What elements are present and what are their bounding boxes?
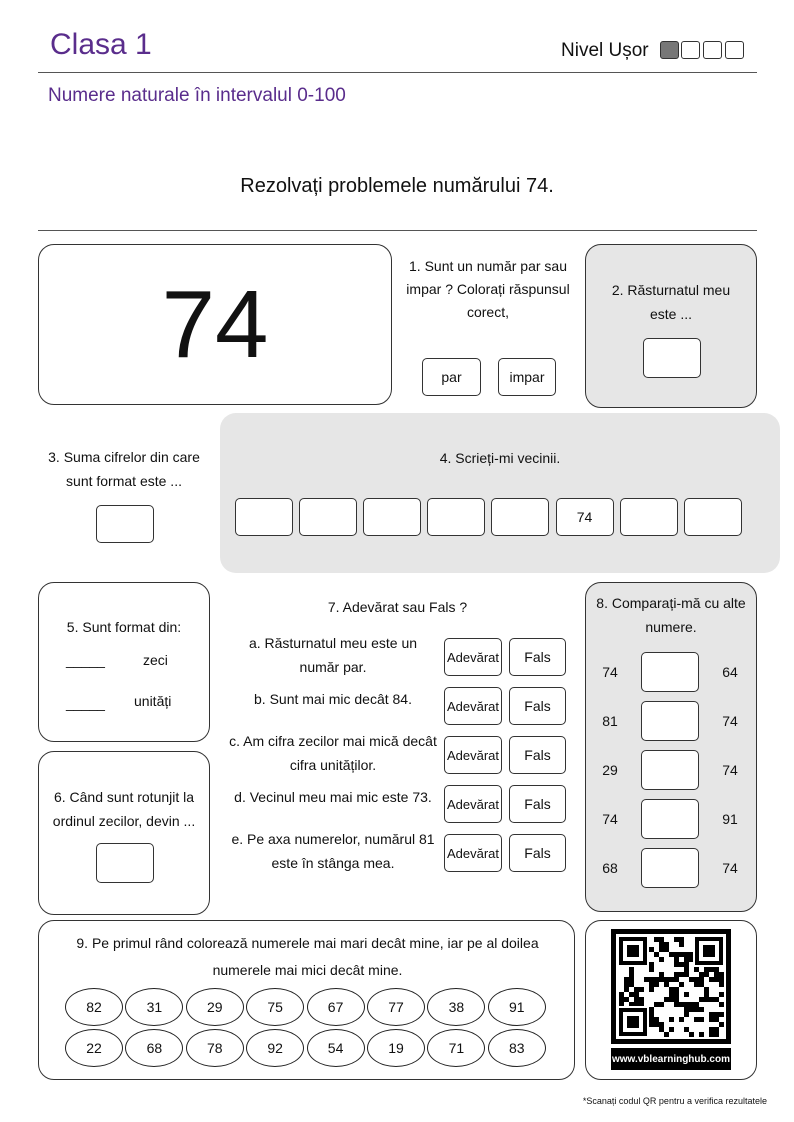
number-display: 74 — [38, 244, 392, 405]
false-button[interactable]: Fals — [509, 687, 566, 725]
q1-text: 1. Sunt un număr par sau impar ? Colorați răspunsul corect, — [406, 258, 570, 320]
compare-left-number: 81 — [602, 713, 618, 729]
true-button[interactable]: Adevărat — [444, 638, 502, 676]
number-oval[interactable]: 68 — [125, 1029, 183, 1067]
neighbor-cell[interactable] — [620, 498, 678, 536]
number-oval[interactable]: 31 — [125, 988, 183, 1026]
number-oval[interactable]: 19 — [367, 1029, 425, 1067]
q2-answer-box[interactable] — [643, 338, 701, 378]
q5-label-tens: zeci — [143, 652, 168, 668]
q7-title: 7. Adevărat sau Fals ? — [327, 599, 468, 615]
neighbor-cell[interactable] — [363, 498, 421, 536]
true-button[interactable]: Adevărat — [444, 834, 502, 872]
number-oval[interactable]: 92 — [246, 1029, 304, 1067]
level-indicator — [725, 41, 744, 59]
false-button[interactable]: Fals — [509, 736, 566, 774]
compare-right-number: 64 — [722, 664, 738, 680]
qr-url-label: www.vblearninghub.com — [611, 1048, 731, 1070]
false-button[interactable]: Fals — [509, 785, 566, 823]
statement-text: e. Pe axa numerelor, numărul 81 este în stânga mea. — [231, 831, 435, 871]
number-oval[interactable]: 82 — [65, 988, 123, 1026]
q4-text: 4. Scrieți-mi vecinii. — [439, 450, 561, 466]
q5-panel — [38, 582, 210, 742]
neighbor-cell[interactable] — [491, 498, 549, 536]
statement-text: b. Sunt mai mic decât 84. — [254, 691, 412, 707]
true-button[interactable]: Adevărat — [444, 687, 502, 725]
compare-right-number: 74 — [722, 713, 738, 729]
number-oval[interactable]: 38 — [427, 988, 485, 1026]
divider — [38, 72, 757, 73]
q2-text: 2. Răsturnatul meu este ... — [611, 282, 731, 322]
number-oval[interactable]: 71 — [427, 1029, 485, 1067]
q8-text: 8. Comparați-mă cu alte numere. — [596, 595, 746, 635]
option-impar-button[interactable]: impar — [498, 358, 556, 396]
divider — [38, 230, 757, 231]
neighbor-cell[interactable] — [427, 498, 485, 536]
compare-right-number: 91 — [722, 811, 738, 827]
q5-text: 5. Sunt format din: — [66, 619, 182, 635]
instruction: Rezolvați problemele numărului 74. — [240, 175, 554, 197]
number-oval[interactable]: 77 — [367, 988, 425, 1026]
subtitle: Numere naturale în intervalul 0-100 — [48, 85, 346, 106]
neighbor-cell[interactable]: 74 — [556, 498, 614, 536]
footnote: *Scanați codul QR pentru a verifica rezultatele — [582, 1096, 767, 1106]
q5-label-units: unități — [134, 693, 172, 709]
compare-sign-box[interactable] — [641, 848, 699, 888]
number-oval[interactable]: 54 — [307, 1029, 365, 1067]
q6-panel — [38, 751, 210, 915]
number-oval[interactable]: 75 — [246, 988, 304, 1026]
level-label: Nivel Ușor — [561, 40, 649, 61]
compare-left-number: 68 — [602, 860, 618, 876]
compare-right-number: 74 — [722, 762, 738, 778]
q5-blank-units[interactable]: _____ — [66, 695, 105, 711]
compare-right-number: 74 — [722, 860, 738, 876]
compare-left-number: 29 — [602, 762, 618, 778]
compare-left-number: 74 — [602, 664, 618, 680]
level-indicator-filled — [660, 41, 679, 59]
statement-text: c. Am cifra zecilor mai mică decât cifra unităților. — [229, 733, 437, 773]
compare-sign-box[interactable] — [641, 799, 699, 839]
q5-blank-tens[interactable]: _____ — [66, 652, 105, 668]
false-button[interactable]: Fals — [509, 638, 566, 676]
compare-sign-box[interactable] — [641, 701, 699, 741]
neighbor-cell[interactable] — [299, 498, 357, 536]
compare-sign-box[interactable] — [641, 652, 699, 692]
number-oval[interactable]: 78 — [186, 1029, 244, 1067]
q3-text: 3. Suma cifrelor din care sunt format este ... — [48, 449, 200, 489]
neighbor-cell[interactable] — [684, 498, 742, 536]
compare-left-number: 74 — [602, 811, 618, 827]
compare-sign-box[interactable] — [641, 750, 699, 790]
q2-panel — [585, 244, 757, 408]
qr-code-icon[interactable] — [611, 929, 731, 1044]
number-oval[interactable]: 91 — [488, 988, 546, 1026]
level-indicator — [703, 41, 722, 59]
true-button[interactable]: Adevărat — [444, 736, 502, 774]
statement-text: d. Vecinul meu mai mic este 73. — [234, 789, 432, 805]
q9-text: 9. Pe primul rând colorează numerele mai mari decât mine, iar pe al doilea numerele mai mici decât mine. — [76, 935, 539, 978]
q6-answer-box[interactable] — [96, 843, 154, 883]
number-oval[interactable]: 22 — [65, 1029, 123, 1067]
q3-answer-box[interactable] — [96, 505, 154, 543]
level-indicator — [681, 41, 700, 59]
statement-text: a. Răsturnatul meu este un număr par. — [248, 635, 418, 675]
q4-panel — [220, 413, 780, 573]
neighbor-cell[interactable] — [235, 498, 293, 536]
true-button[interactable]: Adevărat — [444, 785, 502, 823]
page-title: Clasa 1 — [50, 28, 152, 61]
number-oval[interactable]: 67 — [307, 988, 365, 1026]
q6-text: 6. Când sunt rotunjit la ordinul zecilor, devin ... — [52, 789, 196, 829]
number-oval[interactable]: 29 — [186, 988, 244, 1026]
option-par-button[interactable]: par — [422, 358, 481, 396]
false-button[interactable]: Fals — [509, 834, 566, 872]
number-oval[interactable]: 83 — [488, 1029, 546, 1067]
